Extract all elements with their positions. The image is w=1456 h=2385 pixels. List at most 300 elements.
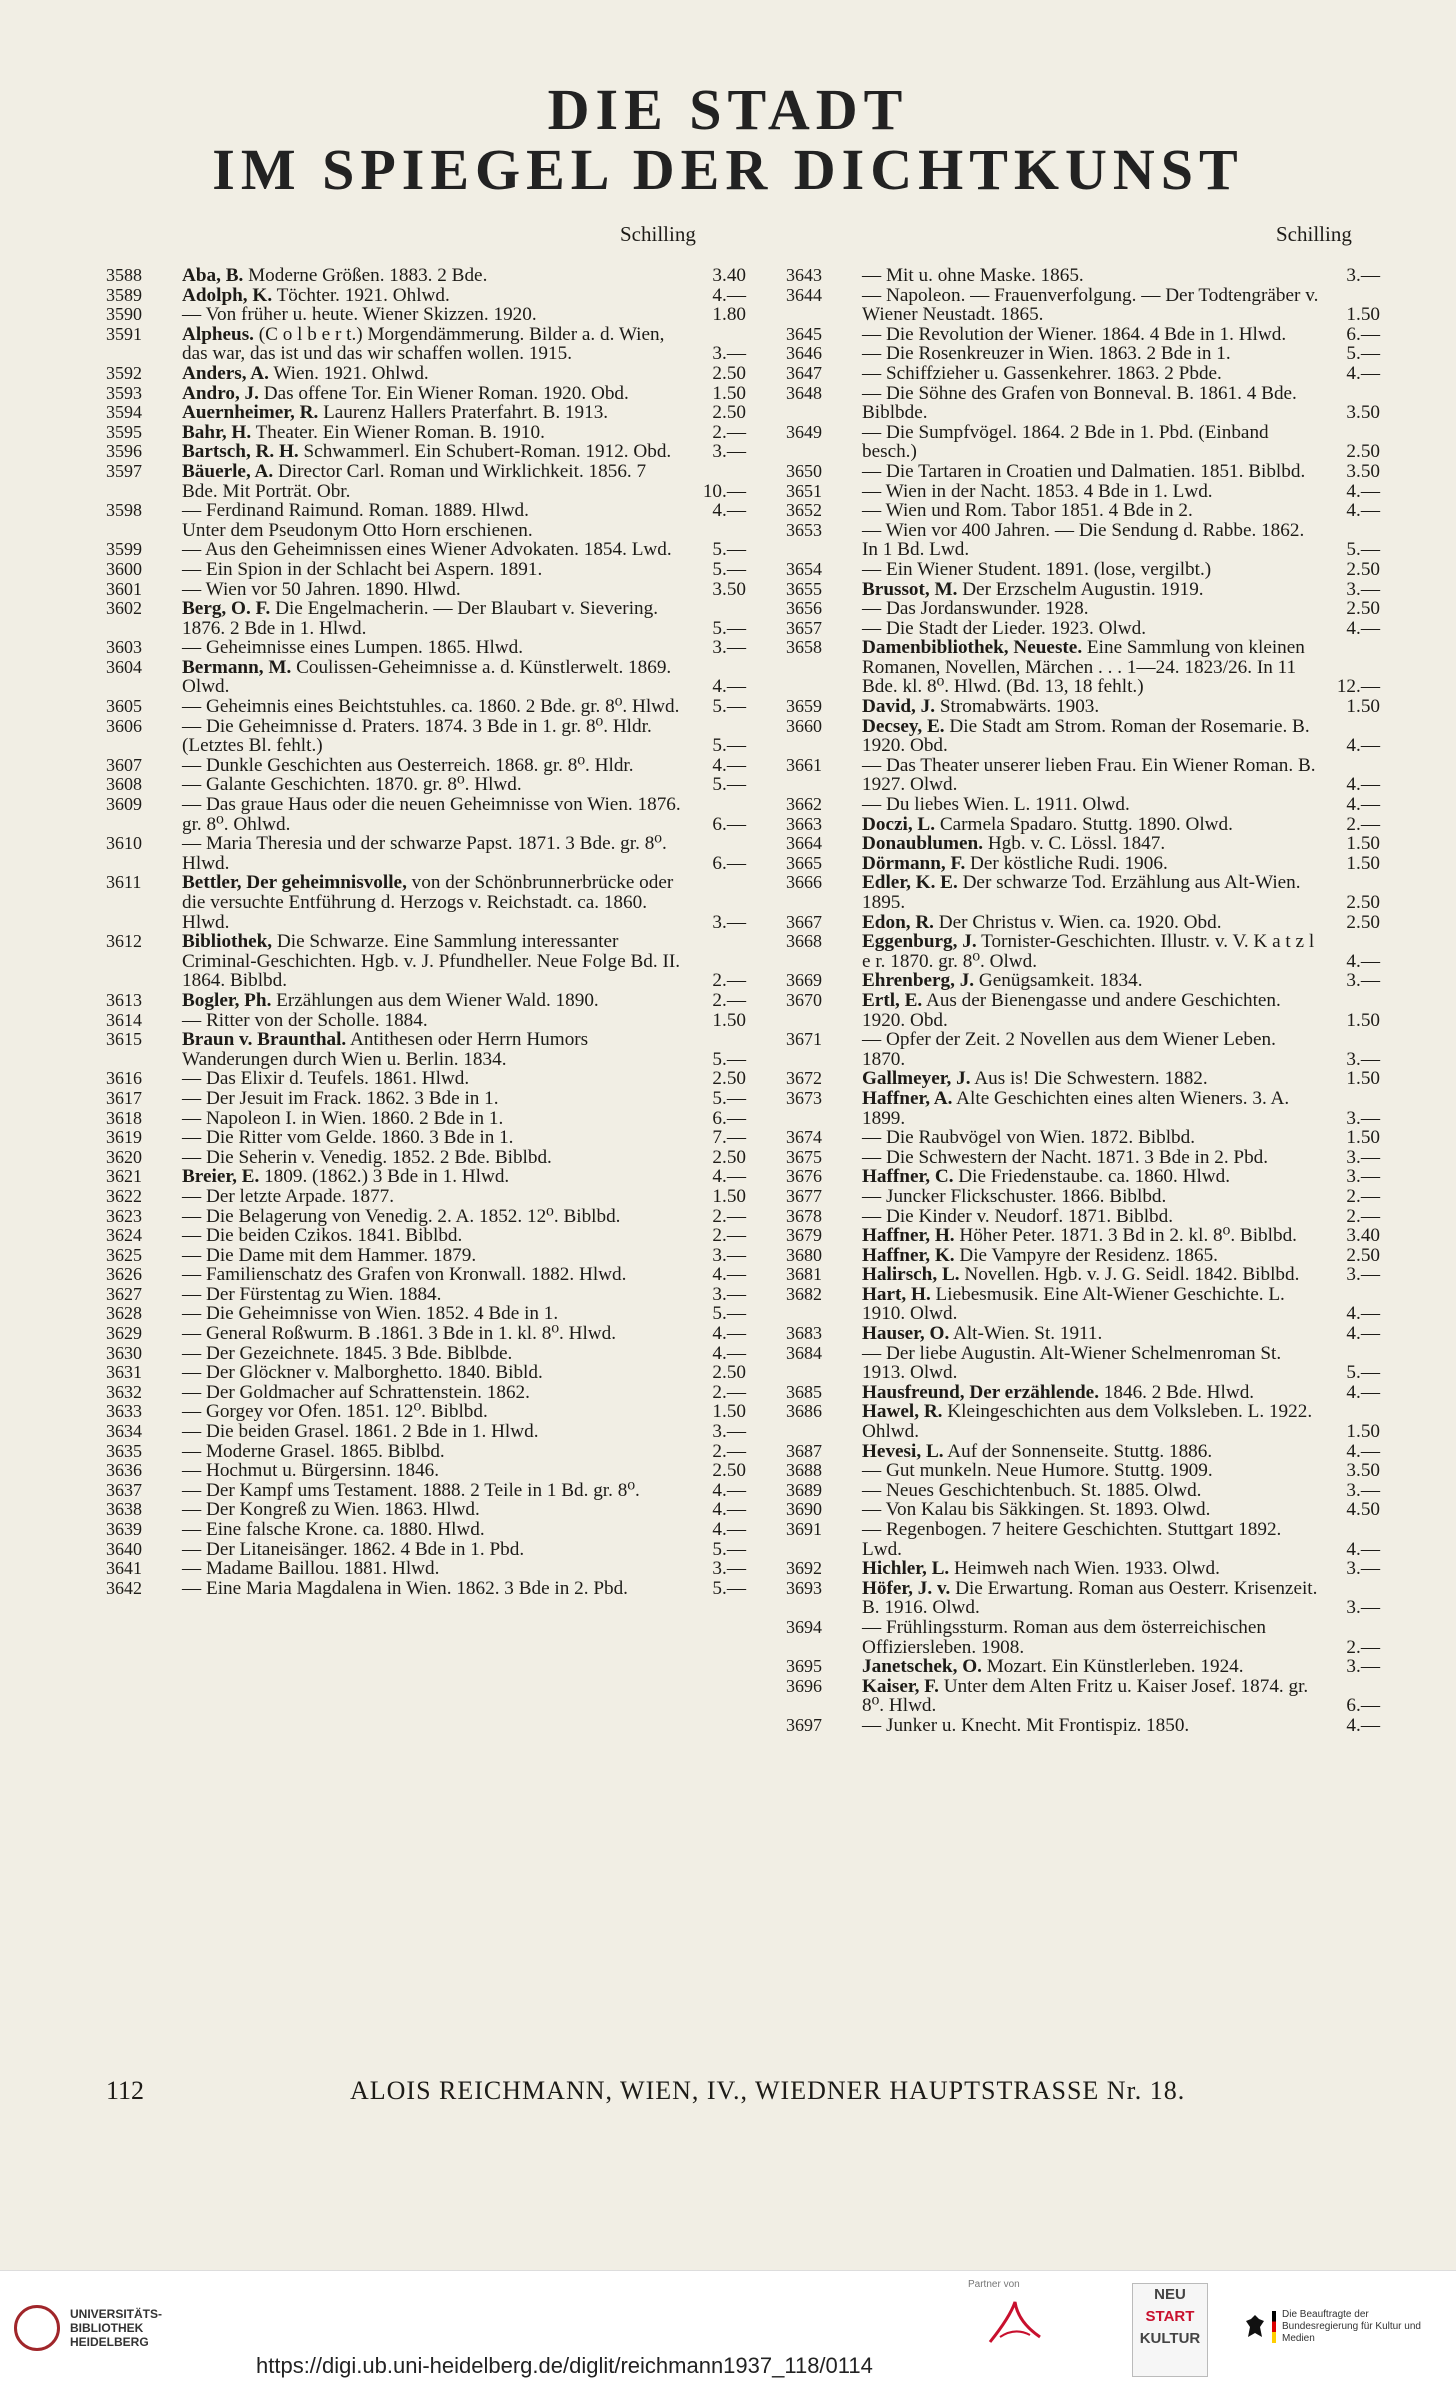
entry-price: 2.50: [712, 1146, 746, 1168]
entry-text: — Die Revolution der Wiener. 1864. 4 Bde in 1. Hlwd.: [862, 323, 1287, 345]
entry-price: 3.50: [1346, 1460, 1380, 1482]
catalog-entry: [106, 1011, 746, 1031]
entry-price: 2.—: [712, 989, 746, 1011]
entry-price: 2.50: [1346, 892, 1380, 913]
entry-number: 3625: [106, 1244, 142, 1265]
entry-text: — Juncker Flickschuster. 1866. Biblbd.: [862, 1185, 1167, 1207]
neustart-line3: KULTUR: [1139, 2330, 1201, 2347]
catalog-entry: [106, 1226, 746, 1246]
entry-number: 3593: [106, 382, 142, 403]
entry-price: 1.50: [712, 1009, 746, 1031]
entry-price: 4.—: [1346, 480, 1380, 502]
entry-price: 3.—: [712, 1558, 746, 1580]
entry-number: 3601: [106, 578, 142, 599]
entry-text: — Die Schwestern der Nacht. 1871. 3 Bde in 2. Pbd.: [862, 1146, 1269, 1168]
catalog-entry: [106, 1579, 746, 1599]
entry-price: 3.—: [1346, 1146, 1380, 1168]
entry-number: 3624: [106, 1225, 142, 1246]
entry-price: 2.50: [712, 1460, 746, 1482]
entry-number: 3597: [106, 460, 142, 481]
entry-number: 3630: [106, 1342, 142, 1363]
entry-price: 2.—: [1346, 1636, 1380, 1658]
entry-text: Hausfreund, Der erzählende. 1846. 2 Bde. Hlwd.: [862, 1381, 1255, 1403]
entry-price: 2.50: [1346, 558, 1380, 580]
entry-price: 3.—: [1346, 578, 1380, 600]
entry-price: 5.—: [712, 617, 746, 639]
entry-text: — Aus den Geheimnissen eines Wiener Advokaten. 1854. Lwd.: [182, 539, 672, 561]
entry-text: Braun v. Braunthal. Antithesen oder Herrn Humors Wanderungen durch Wien u. Berlin. 1834.: [182, 1029, 589, 1070]
entry-text: — Madame Baillou. 1881. Hlwd.: [182, 1558, 440, 1580]
entry-number: 3645: [786, 323, 822, 344]
entry-price: 2.—: [712, 421, 746, 443]
entry-price: 1.50: [712, 1185, 746, 1207]
entry-text: Decsey, E. Die Stadt am Strom. Roman der Rosemarie. B. 1920. Obd.: [862, 715, 1310, 757]
catalog-entry: [106, 1442, 746, 1462]
entry-number: 3670: [786, 989, 822, 1010]
entry-price: 3.—: [1346, 970, 1380, 992]
catalog-entry: [106, 1383, 746, 1403]
entry-price: 4.—: [712, 1264, 746, 1286]
currency-label-right: Schilling: [1276, 222, 1352, 246]
entry-text: — Wien vor 400 Jahren. — Die Sendung d. Rabbe. 1862. In 1 Bd. Lwd.: [862, 519, 1305, 561]
entry-price: 5.—: [712, 1048, 746, 1070]
entry-text: — Das Elixir d. Teufels. 1861. Hlwd.: [182, 1068, 470, 1090]
catalog-entry: [106, 932, 746, 991]
entry-price: 4.—: [712, 1479, 746, 1501]
eagle-icon: [1244, 2313, 1266, 2341]
entry-text: — Junker u. Knecht. Mit Frontispiz. 1850.: [862, 1714, 1190, 1736]
entry-text: — Schiffzieher u. Gassenkehrer. 1863. 2 Pbde.: [862, 362, 1222, 384]
entry-number: 3588: [106, 265, 142, 285]
catalog-entry: [106, 638, 746, 658]
entry-text: — Wien vor 50 Jahren. 1890. Hlwd.: [182, 578, 461, 600]
entry-number: 3632: [106, 1381, 142, 1402]
entry-number: 3615: [106, 1029, 142, 1050]
catalog-entry: [786, 1324, 1380, 1344]
entry-price: 6.—: [712, 813, 746, 835]
entry-text: — Die Belagerung von Venedig. 2. A. 1852. 12⁰. Biblbd.: [182, 1205, 621, 1227]
left-column: [106, 266, 746, 1598]
entry-price: 3.—: [712, 441, 746, 463]
entry-number: 3683: [786, 1323, 822, 1344]
catalog-entry: [786, 1246, 1380, 1266]
entry-number: 3664: [786, 833, 822, 854]
entry-number: 3592: [106, 362, 142, 383]
catalog-entry: [786, 1383, 1380, 1403]
entry-text: — Geheimnisse eines Lumpen. 1865. Hlwd.: [182, 637, 524, 659]
entry-number: 3642: [106, 1577, 142, 1598]
entry-number: 3621: [106, 1166, 142, 1187]
catalog-entry: [106, 1089, 746, 1109]
entry-text: Halirsch, L. Novellen. Hgb. v. J. G. Seidl. 1842. Biblbd.: [862, 1264, 1300, 1286]
entry-number: 3596: [106, 441, 142, 462]
entry-price: 1.50: [1346, 1009, 1380, 1031]
entry-text: — Du liebes Wien. L. 1911. Olwd.: [862, 794, 1130, 816]
entry-text: — Die Seherin v. Venedig. 1852. 2 Bde. Biblbd.: [182, 1146, 552, 1168]
catalog-entry: [786, 1402, 1380, 1441]
entry-price: 3.—: [1346, 1558, 1380, 1580]
entry-price: 5.—: [1346, 1362, 1380, 1384]
entry-text: — Hochmut u. Bürgersinn. 1846.: [182, 1460, 440, 1482]
entry-text: — Opfer der Zeit. 2 Novellen aus dem Wiener Leben. 1870.: [862, 1029, 1276, 1070]
page-title-line2: IM SPIEGEL DER DICHTKUNST: [212, 137, 1244, 202]
entry-number: 3626: [106, 1264, 142, 1285]
entry-text: — Der letzte Arpade. 1877.: [182, 1185, 395, 1207]
entry-number: 3627: [106, 1283, 142, 1304]
catalog-entry: [106, 1461, 746, 1481]
entry-text: Haffner, H. Höher Peter. 1871. 3 Bd in 2. kl. 8⁰. Biblbd.: [862, 1225, 1297, 1247]
entry-number: 3662: [786, 794, 822, 815]
document-url[interactable]: https://digi.ub.uni-heidelberg.de/diglit/reichmann1937_118/0114: [256, 2353, 873, 2378]
catalog-entry: [786, 619, 1380, 639]
entry-text: — Das Theater unserer lieben Frau. Ein Wiener Roman. B. 1927. Olwd.: [862, 754, 1316, 796]
catalog-entry: [106, 423, 746, 443]
entry-number: 3679: [786, 1225, 822, 1246]
entry-price: 3.—: [1346, 265, 1380, 286]
catalog-entry: [786, 971, 1380, 991]
entry-price: 2.—: [1346, 1185, 1380, 1207]
entry-price: 2.—: [712, 970, 746, 992]
catalog-entry: [786, 1207, 1380, 1227]
entry-number: 3692: [786, 1558, 822, 1579]
entry-price: 3.—: [712, 343, 746, 365]
entry-text: — Ein Wiener Student. 1891. (lose, vergilbt.): [862, 558, 1212, 580]
entry-number: 3658: [786, 637, 822, 658]
catalog-entry: [786, 1265, 1380, 1285]
entry-text: Aba, B. Moderne Größen. 1883. 2 Bde.: [182, 265, 488, 286]
entry-number: 3680: [786, 1244, 822, 1265]
entry-text: — Napoleon I. in Wien. 1860. 2 Bde in 1.: [182, 1107, 504, 1129]
catalog-entry: [106, 501, 746, 521]
entry-number: 3611: [106, 872, 142, 893]
entry-text: — Von früher u. heute. Wiener Skizzen. 1920.: [182, 304, 537, 326]
entry-text: Hawel, R. Kleingeschichten aus dem Volksleben. L. 1922. Ohlwd.: [862, 1401, 1313, 1443]
entry-price: 4.—: [712, 1342, 746, 1364]
entry-number: 3603: [106, 637, 142, 658]
catalog-entry: [786, 1167, 1380, 1187]
entry-price: 4.—: [1346, 617, 1380, 639]
entry-text: Gallmeyer, J. Aus is! Die Schwestern. 1882.: [862, 1068, 1208, 1090]
entry-price: 12.—: [1336, 676, 1380, 698]
entry-text: — Moderne Grasel. 1865. Biblbd.: [182, 1440, 445, 1462]
entry-price: 1.50: [1346, 1421, 1380, 1443]
entry-text: — Der Fürstentag zu Wien. 1884.: [182, 1283, 442, 1305]
entry-price: 2.50: [1346, 598, 1380, 620]
catalog-entry: [786, 462, 1380, 482]
entry-number: 3672: [786, 1068, 822, 1089]
entry-number: 3694: [786, 1616, 822, 1637]
catalog-entry: [106, 462, 746, 501]
catalog-entry: [106, 1422, 746, 1442]
entry-text: Janetschek, O. Mozart. Ein Künstlerleben. 1924.: [862, 1656, 1244, 1678]
entry-text: Bäuerle, A. Director Carl. Roman und Wirklichkeit. 1856. 7 Bde. Mit Porträt. Obr.: [182, 460, 647, 502]
entry-number: 3600: [106, 558, 142, 579]
page-number: 112: [106, 2076, 145, 2105]
catalog-entry: [106, 873, 746, 932]
catalog-entry: [786, 482, 1380, 502]
entry-number: 3652: [786, 500, 822, 521]
entry-number: 3599: [106, 539, 142, 560]
entry-number: 3644: [786, 284, 822, 305]
entry-price: 6.—: [712, 1107, 746, 1129]
catalog-entry: [786, 1148, 1380, 1168]
entry-number: 3678: [786, 1205, 822, 1226]
entry-price: 4.—: [712, 754, 746, 776]
entry-number: 3686: [786, 1401, 822, 1422]
entry-text: — Gorgey vor Ofen. 1851. 12⁰. Biblbd.: [182, 1401, 488, 1423]
entry-number: 3665: [786, 852, 822, 873]
catalog-entry: [106, 305, 746, 325]
entry-price: 3.—: [1346, 1656, 1380, 1678]
entry-number: 3663: [786, 813, 822, 834]
entry-number: 3674: [786, 1127, 822, 1148]
federal-text: Die Beauftragte der Bundesregierung für Kultur und Medien: [1282, 2309, 1421, 2344]
entry-text: — Der Kampf ums Testament. 1888. 2 Teile in 1 Bd. gr. 8⁰.: [182, 1479, 640, 1501]
entry-number: 3620: [106, 1146, 142, 1167]
catalog-entry: [786, 560, 1380, 580]
entry-text: — Die Geheimnisse d. Praters. 1874. 3 Bde in 1. gr. 8⁰. Hldr. (Letztes Bl. fehlt.): [182, 715, 652, 757]
entry-text: — Eine Maria Magdalena in Wien. 1862. 3 Bde in 2. Pbd.: [182, 1577, 628, 1599]
entry-text: — Die Geheimnisse von Wien. 1852. 4 Bde in 1.: [182, 1303, 559, 1325]
ub-heidelberg-logo[interactable]: [14, 2305, 170, 2351]
catalog-entry: [786, 325, 1380, 345]
catalog-entry: [786, 344, 1380, 364]
entry-text: Bermann, M. Coulissen-Geheimnisse a. d. Künstlerwelt. 1869. Olwd.: [182, 656, 672, 698]
entry-price: 3.—: [1346, 1479, 1380, 1501]
catalog-entry: [786, 1128, 1380, 1148]
entry-number: 3695: [786, 1656, 822, 1677]
catalog-entry: [106, 286, 746, 306]
catalog-entry: [786, 501, 1380, 521]
entry-number: 3609: [106, 794, 142, 815]
entry-price: 4.—: [1346, 362, 1380, 384]
entry-text: — Die Sumpfvögel. 1864. 2 Bde in 1. Pbd. (Einband besch.): [862, 421, 1269, 463]
partner-label: Partner von: [968, 2279, 1020, 2290]
entry-text: Bartsch, R. H. Schwammerl. Ein Schubert-Roman. 1912. Obd.: [182, 441, 672, 463]
entry-number: 3641: [106, 1558, 142, 1579]
entry-price: 4.—: [1346, 1714, 1380, 1736]
entry-text: — Die beiden Czikos. 1841. Biblbd.: [182, 1225, 463, 1247]
catalog-entry: [786, 286, 1380, 325]
entry-price: 3.—: [1346, 1107, 1380, 1129]
entry-number: 3639: [106, 1519, 142, 1539]
catalog-entry: [786, 834, 1380, 854]
catalog-entry: [786, 795, 1380, 815]
catalog-entry: [786, 1481, 1380, 1501]
entry-text: Alpheus. (C o l b e r t.) Morgendämmerung. Bilder a. d. Wien, das war, das ist und das wir schaffen wollen. 1915.: [182, 323, 665, 365]
catalog-entry: [786, 599, 1380, 619]
catalog-entry: [786, 913, 1380, 933]
catalog-entry: [786, 1520, 1380, 1559]
entry-text: — Die Kinder v. Neudorf. 1871. Biblbd.: [862, 1205, 1174, 1227]
neustart-kultur-logo[interactable]: [1132, 2283, 1208, 2377]
entry-number: 3667: [786, 911, 822, 932]
catalog-entry: [106, 403, 746, 423]
entry-number: 3673: [786, 1087, 822, 1108]
catalog-entry: [786, 1461, 1380, 1481]
entry-text: Haffner, C. Die Friedenstaube. ca. 1860. Hlwd.: [862, 1166, 1231, 1188]
catalog-entry: [786, 697, 1380, 717]
entry-text: Hauser, O. Alt-Wien. St. 1911.: [862, 1323, 1103, 1345]
entry-text: Donaublumen. Hgb. v. C. Lössl. 1847.: [862, 833, 1166, 855]
entry-price: 5.—: [712, 539, 746, 561]
entry-text: Haffner, K. Die Vampyre der Residenz. 1865.: [862, 1244, 1218, 1266]
entry-text: — Der Goldmacher auf Schrattenstein. 1862.: [182, 1381, 530, 1403]
entry-number: 3669: [786, 970, 822, 991]
entry-price: 1.50: [1346, 1127, 1380, 1149]
entry-text: Hevesi, L. Auf der Sonnenseite. Stuttg. 1886.: [862, 1440, 1213, 1462]
entry-text: — Maria Theresia und der schwarze Papst. 1871. 3 Bde. gr. 8⁰. Hlwd.: [182, 833, 667, 874]
catalog-entry: [106, 1304, 746, 1324]
catalog-entry: [786, 815, 1380, 835]
entry-price: 5.—: [712, 558, 746, 580]
catalog-entry: [106, 540, 746, 560]
catalog-entry: [106, 1559, 746, 1579]
catalog-entry: [106, 1265, 746, 1285]
entry-price: 3.—: [1346, 1264, 1380, 1286]
entry-number: 3637: [106, 1479, 142, 1500]
entry-text: — Regenbogen. 7 heitere Geschichten. Stuttgart 1892. Lwd.: [862, 1519, 1282, 1560]
catalog-entry: [786, 1226, 1380, 1246]
entry-number: 3643: [786, 265, 822, 285]
entry-price: 2.—: [1346, 813, 1380, 835]
entry-price: 1.50: [1346, 696, 1380, 718]
ub-seal-icon: [14, 2305, 60, 2351]
entry-number: 3659: [786, 696, 822, 717]
entry-number: 3614: [106, 1009, 142, 1030]
catalog-entry: [786, 521, 1380, 560]
entry-price: 1.50: [1346, 304, 1380, 326]
catalog-entry: [106, 1030, 746, 1069]
entry-text: — Frühlingssturm. Roman aus dem österreichischen Offiziersleben. 1908.: [862, 1616, 1266, 1658]
entry-text: — Wien und Rom. Tabor 1851. 4 Bde in 2.: [862, 500, 1193, 522]
catalog-entry: [786, 1069, 1380, 1089]
entry-text: Damenbibliothek, Neueste. Eine Sammlung von kleinen Romanen, Novellen, Märchen . . . 1—24. 1823/26. In 11 Bde. kl. 8⁰. Hlwd. (Bd. 13, 18 fehlt.): [862, 637, 1305, 698]
entry-number: 3681: [786, 1264, 822, 1285]
entry-number: 3676: [786, 1166, 822, 1187]
entry-number: 3634: [106, 1421, 142, 1442]
catalog-entry: [106, 1324, 746, 1344]
catalog-entry: [106, 1520, 746, 1540]
neustart-line2: START: [1145, 2308, 1195, 2325]
catalog-entry: [786, 1344, 1380, 1383]
entry-price: 2.—: [712, 1440, 746, 1462]
entry-text: — Die beiden Grasel. 1861. 2 Bde in 1. Hlwd.: [182, 1421, 539, 1443]
entry-price: 4.50: [1346, 1499, 1380, 1521]
entry-number: 3604: [106, 656, 142, 677]
catalog-entry: [106, 364, 746, 384]
entry-price: 2.—: [712, 1381, 746, 1403]
entry-number: 3617: [106, 1087, 142, 1108]
catalog-entry: [786, 873, 1380, 912]
catalog-entry: [106, 1167, 746, 1187]
entry-text: — Die Ritter vom Gelde. 1860. 3 Bde in 1.: [182, 1127, 514, 1149]
entry-text: — Der Gezeichnete. 1845. 3 Bde. Biblbde.: [182, 1342, 513, 1364]
catalog-entry: [786, 932, 1380, 971]
entry-price: 4.—: [1346, 1440, 1380, 1462]
publisher-address: ALOIS REICHMANN, WIEN, IV., WIEDNER HAUPTSTRASSE Nr. 18.: [350, 2076, 1186, 2105]
entry-text: — Ferdinand Raimund. Roman. 1889. Hlwd.: [182, 500, 529, 522]
entry-number: 3595: [106, 421, 142, 442]
catalog-entry: [106, 325, 746, 364]
catalog-entry: [106, 1363, 746, 1383]
entry-price: 5.—: [1346, 539, 1380, 561]
entry-number: 3677: [786, 1185, 822, 1206]
entry-text: Anders, A. Wien. 1921. Ohlwd.: [182, 362, 429, 384]
entry-text: — Der Jesuit im Frack. 1862. 3 Bde in 1.: [182, 1087, 499, 1109]
catalog-entry: [106, 1481, 746, 1501]
entry-price: 4.—: [1346, 1303, 1380, 1325]
catalog-entry: [106, 1540, 746, 1560]
catalog-entry: [786, 991, 1380, 1030]
entry-text: Edon, R. Der Christus v. Wien. ca. 1920. Obd.: [862, 911, 1222, 933]
catalog-entry: [106, 384, 746, 404]
entry-text: Breier, E. 1809. (1862.) 3 Bde in 1. Hlwd.: [182, 1166, 510, 1188]
entry-price: 3.—: [712, 1421, 746, 1443]
entry-number: 3655: [786, 578, 822, 599]
entry-price: 4.—: [1346, 1323, 1380, 1345]
entry-text: — Neues Geschichtenbuch. St. 1885. Olwd.: [862, 1479, 1202, 1501]
catalog-entry: [106, 442, 746, 462]
entry-price: 3.—: [712, 911, 746, 933]
catalog-entry: [106, 1285, 746, 1305]
catalog-entry: [106, 560, 746, 580]
entry-price: 7.—: [712, 1127, 746, 1149]
entry-number: 3594: [106, 402, 142, 423]
entry-text: — Von Kalau bis Säkkingen. St. 1893. Olwd.: [862, 1499, 1211, 1521]
entry-text: — Der Kongreß zu Wien. 1863. Hlwd.: [182, 1499, 480, 1521]
entry-price: 6.—: [1346, 323, 1380, 345]
entry-price: 1.50: [1346, 1068, 1380, 1090]
entry-price: 1.80: [712, 304, 746, 326]
library-footer-bar: [0, 2270, 1456, 2385]
catalog-entry: [106, 266, 746, 286]
catalog-entry: [786, 580, 1380, 600]
entry-price: 3.50: [1346, 460, 1380, 482]
catalog-entry: [786, 423, 1380, 462]
entry-number: 3607: [106, 754, 142, 775]
entry-number: 3638: [106, 1499, 142, 1520]
catalog-entry: [786, 717, 1380, 756]
entry-number: 3628: [106, 1303, 142, 1324]
catalog-entry: [106, 1187, 746, 1207]
entry-price: 2.50: [712, 402, 746, 424]
entry-text: — Napoleon. — Frauenverfolgung. — Der Todtengräber v. Wiener Neustadt. 1865.: [862, 284, 1319, 326]
federal-government-logo[interactable]: [1244, 2309, 1432, 2345]
ddb-logo-icon[interactable]: [980, 2297, 1050, 2347]
entry-text: Ehrenberg, J. Genügsamkeit. 1834.: [862, 970, 1143, 992]
entry-price: 2.50: [1346, 441, 1380, 463]
entry-number: 3685: [786, 1381, 822, 1402]
catalog-entry: [786, 756, 1380, 795]
catalog-entry: [786, 1579, 1380, 1618]
entry-price: 1.50: [1346, 852, 1380, 874]
catalog-entry: [106, 991, 746, 1011]
entry-number: 3682: [786, 1283, 822, 1304]
catalog-entry: [786, 1716, 1380, 1736]
entry-number: 3688: [786, 1460, 822, 1481]
neustart-line1: NEU: [1154, 2286, 1186, 2303]
entry-number: 3649: [786, 421, 822, 442]
entry-text: Haffner, A. Alte Geschichten eines alten Wieners. 3. A. 1899.: [862, 1087, 1290, 1129]
entry-text: — Die Söhne des Grafen von Bonneval. B. 1861. 4 Bde. Biblbde.: [862, 382, 1297, 424]
catalog-entry: [786, 1677, 1380, 1716]
entry-price: 2.—: [712, 1225, 746, 1247]
entry-number: 3691: [786, 1519, 822, 1539]
catalog-entry: [106, 1128, 746, 1148]
catalog-entry: [106, 599, 746, 638]
entry-number: 3618: [106, 1107, 142, 1128]
